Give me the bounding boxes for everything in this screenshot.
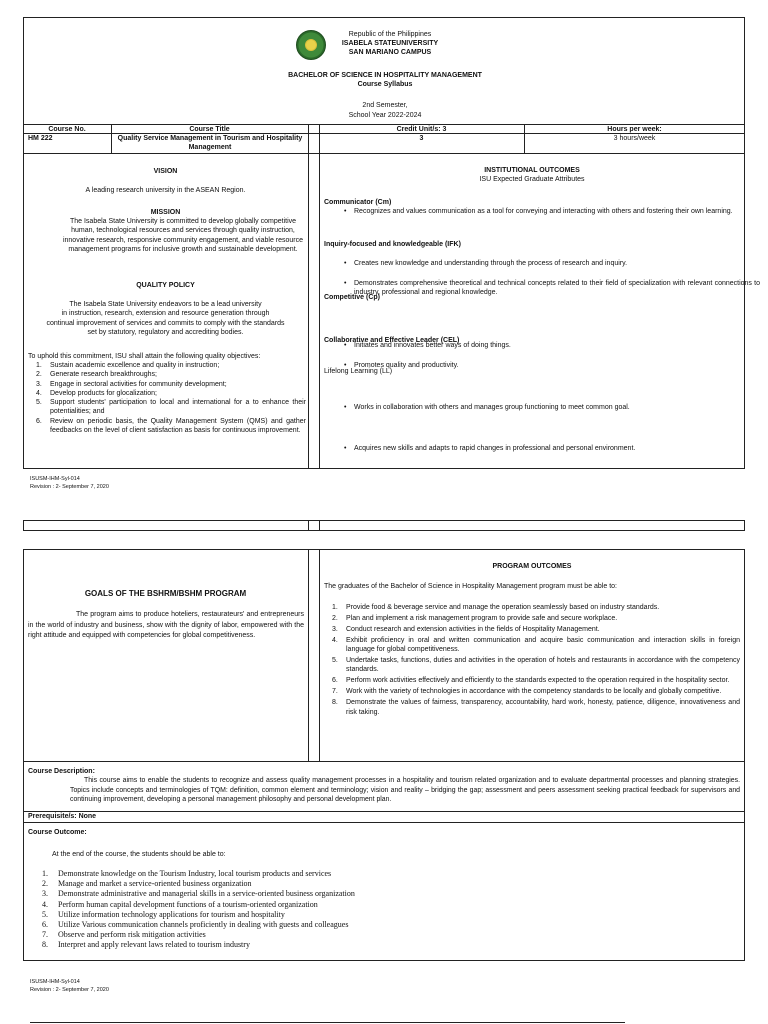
list-item: • Acquires new skills and adapts to rapid changes in professional and personal environment.: [334, 444, 760, 453]
list-item: 5. Utilize information technology applications for tourism and hospitality: [42, 909, 285, 919]
list-item: • Works in collaboration with others and manages group functioning to meet common goal.: [334, 403, 760, 412]
list-item: 7. Observe and perform risk mitigation activities: [42, 930, 206, 940]
quality-policy-title: QUALITY POLICY: [136, 282, 195, 289]
list-item: 7. Work with the variety of technologies in accordance with the competency standards to be locally and globally competitive.: [332, 688, 722, 696]
list-item: 6. Utilize Various communication channels proficiently in dealing with guests and colleagues: [42, 920, 349, 930]
bottom-rule: [30, 1022, 625, 1023]
list-item: 3. Demonstrate administrative and managerial skills in a service-oriented business organization: [42, 889, 355, 899]
footer-revision: Revision : 2- September 7, 2020: [30, 987, 109, 993]
course-title: Quality Service Management in Tourism and Hospitality Management: [117, 135, 303, 151]
list-item: 4. Develop products for glocalization;: [36, 389, 158, 397]
course-outcome-list: [28, 869, 728, 951]
prerequisites: Prerequisite/s: None: [28, 813, 97, 820]
list-item: • Promotes quality and productivity.: [334, 361, 760, 370]
list-item: 1. Provide food & beverage service and manage the operation seamlessly based on industry standards.: [332, 604, 660, 611]
school-year: School Year 2022-2024: [348, 112, 422, 119]
footer-revision: Revision : 2- September 7, 2020: [30, 484, 109, 490]
col-course-title: Course Title: [189, 126, 230, 133]
col-hours: Hours per week:: [607, 126, 662, 133]
p2-line-c: [23, 822, 745, 823]
course-description-text: This course aims to enable the students to recognize and assess quality management processes in a hospitality and tourism related organization and to evaluate departmental processes and planning strategies. Topics include concepts and terminologies of TQM: definition, common element and terminology; vision and reality – bridging the gap; assessment and peers assessment seeking practical feedback for supervisors and continuing improvement, developing a personal management philosophy and personal development plan.: [70, 777, 740, 803]
footer-2: [30, 978, 109, 994]
mission-text: The Isabela State University is committed to develop globally competitive human, technological resources and services through quality instruction, innovative research, responsive community engagement, and viable resource management programs for inclusive growth and sustainable development.: [62, 218, 304, 254]
course-description-label: Course Description:: [28, 768, 95, 775]
p2-col-1: [308, 549, 309, 761]
list-item: 4. Exhibit proficiency in oral and written communication and acquire basic communication and interaction skills in foreign language for global competitiveness.: [332, 636, 740, 654]
goals-text: The program aims to produce hoteliers, restaurateurs' and entrepreneurs in the world of industry and business, show with the dignity of labor, empowered with the right attitude and equipped with competencies for global competitiveness.: [28, 611, 304, 639]
list-item: 3. Conduct research and extension activities in the fields of Hospitality Management.: [332, 625, 600, 633]
qp-line-1: The Isabela State University endeavors to be a lead university: [69, 301, 262, 308]
republic-text: Republic of the Philippines: [348, 31, 432, 38]
program-heading: [180, 71, 590, 89]
footer-code: ISUSM-IHM-Syl-014: [30, 979, 80, 985]
strip-divider-2: [319, 520, 320, 531]
separator-strip: [23, 520, 745, 531]
program-outcomes-list: [324, 603, 740, 717]
inst-outcomes-subtitle: ISU Expected Graduate Attributes: [479, 176, 585, 183]
qp-line-3: continual improvement of services and commits to comply with the standards: [46, 319, 285, 327]
program-outcomes-intro: The graduates of the Bachelor of Science in Hospitality Management program must be able to:: [324, 583, 617, 590]
list-item: 8. Demonstrate the values of fairness, transparency, accountability, hard work, honesty, patience, diligence, innovativeness and risk taking.: [332, 699, 740, 716]
semester: 2nd Semester,: [362, 102, 408, 109]
list-item: 5. Support students' participation to local and international for a to enhance their potentialities; and: [36, 399, 306, 416]
list-item: • Initiates and innovates better ways of doing things.: [334, 341, 760, 350]
list-item: 1. Sustain academic excellence and quality in instruction;: [36, 362, 220, 369]
strip-divider-1: [308, 520, 309, 531]
qp-line-2: in instruction, research, extension and resource generation through: [61, 310, 270, 318]
program-title: BACHELOR OF SCIENCE IN HOSPITALITY MANAGEMENT: [288, 72, 482, 79]
university-name: ISABELA STATEUNIVERSITY: [341, 40, 439, 47]
inst-outcomes-title: INSTITUTIONAL OUTCOMES: [484, 167, 580, 174]
group-cel: Collaborative and Effective Leader (CEL): [324, 337, 460, 344]
vision-title: VISION: [153, 168, 178, 175]
mission-title: MISSION: [150, 209, 181, 216]
group-competitive: Competitive (Cp): [324, 294, 380, 301]
footer-1: [30, 475, 109, 491]
list-item: 5. Undertake tasks, functions, duties and activities in the operation of hotels and restaurants in accordance with the competency standards.: [332, 657, 740, 674]
list-item: 2. Manage and market a service-oriented business organization: [42, 879, 252, 889]
quality-objectives: [28, 361, 306, 435]
col-course-no: Course No.: [48, 126, 86, 133]
doc-type: Course Syllabus: [357, 81, 413, 88]
quality-policy-text: [23, 300, 308, 338]
list-item: 1. Demonstrate knowledge on the Tourism Industry, local tourism products and services: [42, 869, 332, 878]
campus-name: SAN MARIANO CAMPUS: [348, 49, 432, 56]
qp-intro: To uphold this commitment, ISU shall attain the following quality objectives:: [28, 353, 261, 360]
list-item: • Recognizes and values communication as a tool for conveying and interacting with others and fostering their own learning.: [334, 207, 760, 216]
col-credit-units: Credit Unit/s: 3: [396, 126, 447, 133]
list-item: • Demonstrates comprehensive theoretical and technical concepts related to their field of specialization with relevant connections to industry, professional and regional knowledge.: [334, 279, 760, 298]
list-item: • Creates new knowledge and understanding through the process of research and inquiry.: [334, 259, 760, 268]
course-outcome-intro: At the end of the course, the students should be able to:: [52, 851, 226, 858]
qp-line-4: set by statutory, regulatory and accrediting bodies.: [87, 329, 244, 337]
group-communicator: Communicator (Cm): [324, 199, 392, 206]
group-ifk: Inquiry-focused and knowledgeable (IFK): [324, 241, 461, 248]
vision-text: A leading research university in the ASEAN Region.: [85, 187, 246, 194]
table-col2: [308, 124, 309, 469]
hours-per-week: 3 hours/week: [613, 135, 656, 142]
list-item: 2. Generate research breakthroughs;: [36, 371, 158, 379]
list-item: 2. Plan and implement a risk management program to provide safe and secure workplace.: [332, 614, 618, 622]
semester-info: [280, 101, 490, 121]
p2-col-2: [319, 549, 320, 761]
course-no: HM 222: [28, 135, 53, 142]
goals-title: GOALS OF THE BSHRM/BSHM PROGRAM: [84, 589, 247, 598]
list-item: 6. Perform work activities effectively and efficiently to the standards expected to the operation required in the hospitality sector.: [332, 677, 730, 685]
letterhead: [320, 30, 460, 57]
p2-line-b: [23, 811, 745, 812]
list-item: 8. Interpret and apply relevant laws related to tourism industry: [42, 940, 250, 950]
footer-code: ISUSM-IHM-Syl-014: [30, 476, 80, 482]
p2-line-a: [23, 761, 745, 762]
table-bottom-line: [23, 153, 745, 154]
list-item: 4. Perform human capital development functions of a tourism-oriented organization: [42, 899, 318, 909]
list-item: 3. Engage in sectoral activities for community development;: [36, 380, 227, 388]
program-outcomes-title: PROGRAM OUTCOMES: [492, 563, 572, 570]
credit-units: 3: [419, 135, 424, 142]
list-item: 6. Review on periodic basis, the Quality Management System (QMS) and gather feedbacks on the level of client satisfaction as basis for continuous improvement.: [36, 417, 306, 435]
group-ll: Lifelong Learning (LL): [324, 368, 393, 375]
course-outcome-label: Course Outcome:: [28, 829, 87, 836]
